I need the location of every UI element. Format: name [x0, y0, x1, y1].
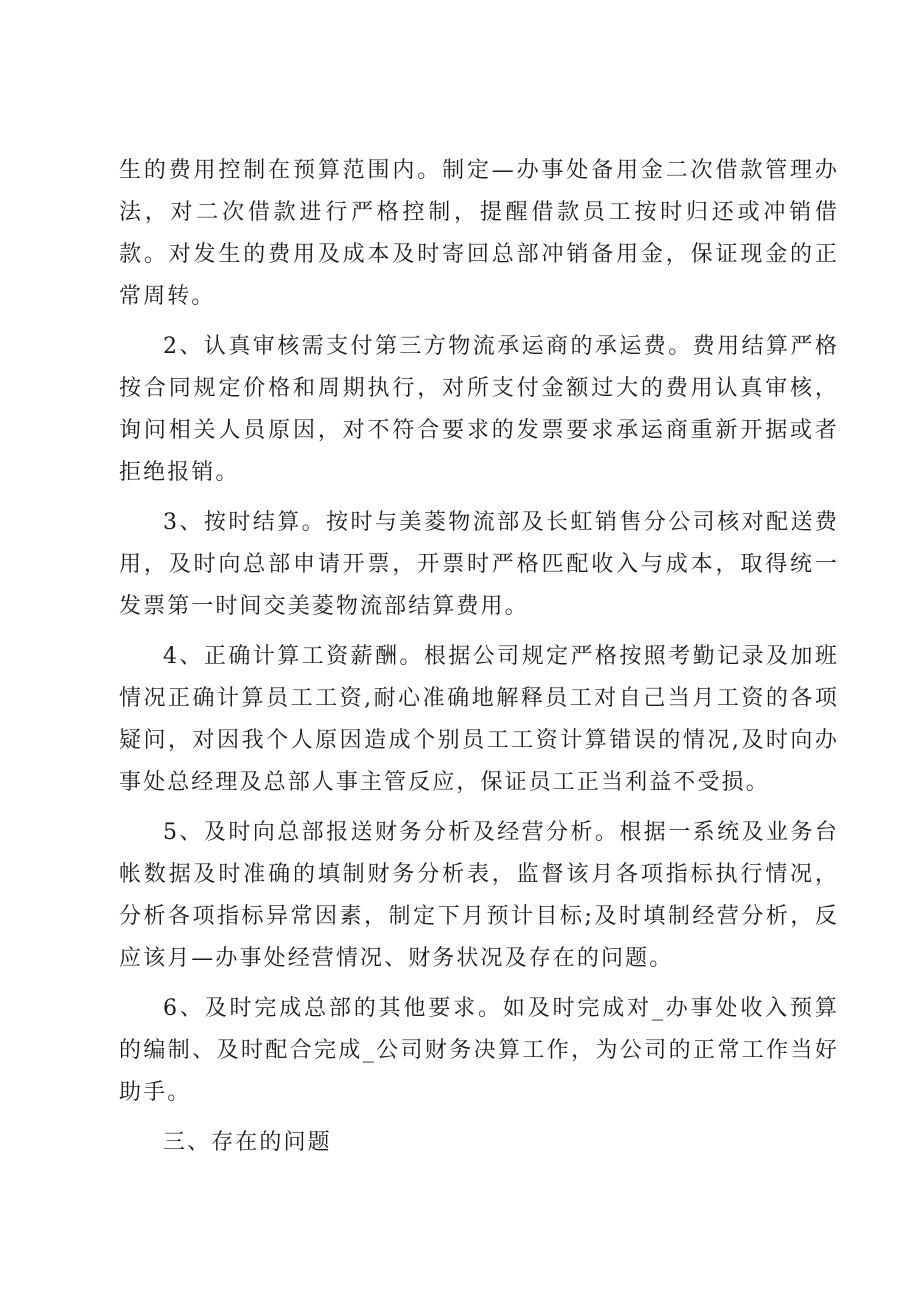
- paragraph-item-3: 3、按时结算。按时与美菱物流部及长虹销售分公司核对配送费用，及时向总部申请开票，开票时严格匹配收入与成本，取得统一发票第一时间交美菱物流部结算费用。: [119, 510, 839, 619]
- paragraph-item-6: 6、及时完成总部的其他要求。如及时完成对_办事处收入预算的编制、及时配合完成_公司财务决算工作，为公司的正常工作当好助手。: [119, 996, 839, 1105]
- paragraph-item-2: 2、认真审核需支付第三方物流承运商的承运费。费用结算严格按合同规定价格和周期执行，对所支付金额过大的费用认真审核，询问相关人员原因，对不符合要求的发票要求承运商重新开据或者拒绝报销。: [119, 334, 839, 485]
- section-heading: 三、存在的问题: [163, 1130, 332, 1155]
- paragraph-continuation: 生的费用控制在预算范围内。制定—办事处备用金二次借款管理办法，对二次借款进行严格控制，提醒借款员工按时归还或冲销借款。对发生的费用及成本及时寄回总部冲销备用金，保证现金的正常周转。: [119, 158, 839, 309]
- paragraph-item-4: 4、正确计算工资薪酬。根据公司规定严格按照考勤记录及加班情况正确计算员工工资,耐心准确地解释员工对自己当月工资的各项疑问，对因我个人原因造成个别员工工资计算错误的情况,及时向办事处总经理及总部人事主管反应，保证员工正当利益不受损。: [119, 644, 839, 795]
- document-body: [119, 150, 839, 1164]
- paragraph-item-5: 5、及时向总部报送财务分析及经营分析。根据一系统及业务台帐数据及时准确的填制财务分析表，监督该月各项指标执行情况，分析各项指标异常因素，制定下月预计目标;及时填制经营分析，反应该月—办事处经营情况、财务状况及存在的问题。: [119, 820, 839, 971]
